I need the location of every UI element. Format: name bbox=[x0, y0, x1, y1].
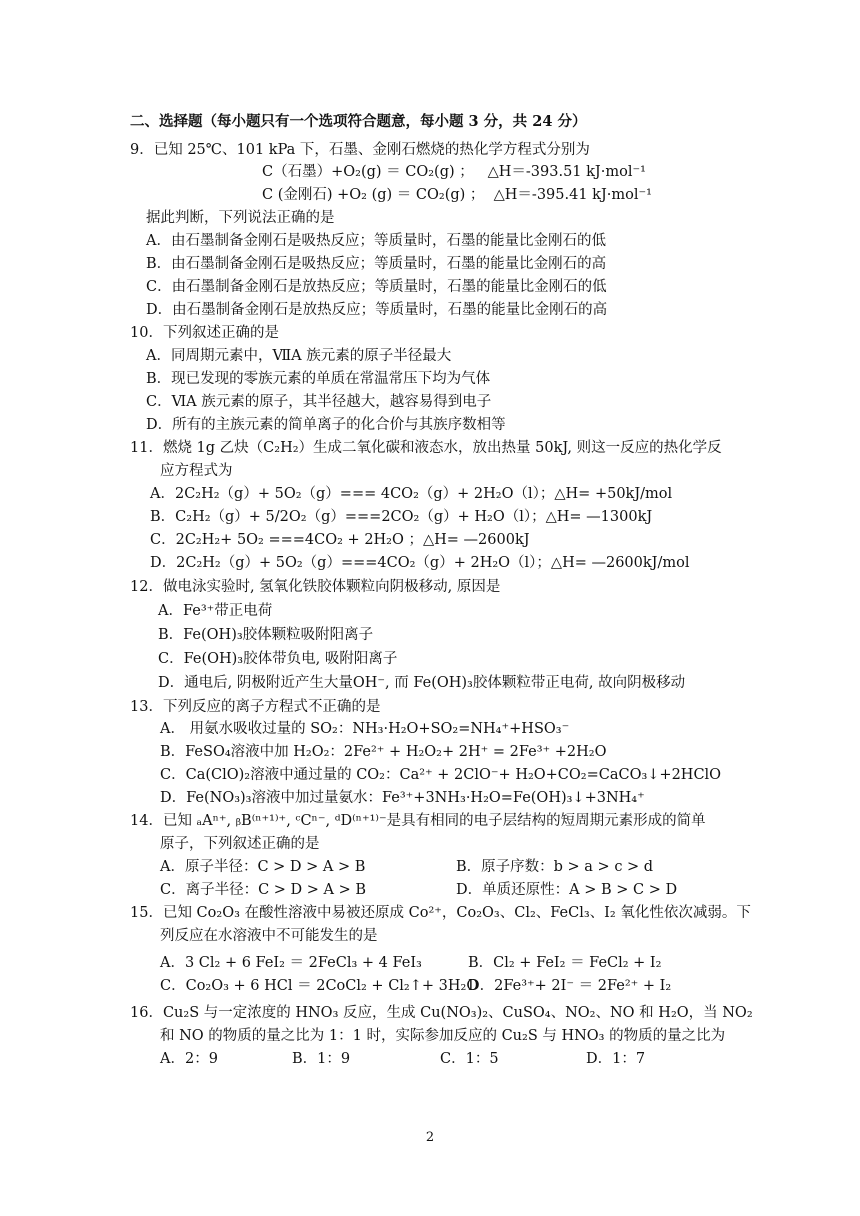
text-line: C．Co₂O₃ + 6 HCl ＝ 2CoCl₂ + Cl₂↑+ 3H₂O bbox=[160, 978, 479, 994]
text-line: A．2：9 bbox=[160, 1051, 218, 1067]
text-line: 11．燃烧 1g 乙炔（C₂H₂）生成二氧化碳和液态水，放出热量 50kJ, 则这一反应的热化学反 bbox=[130, 440, 722, 456]
text-line: B．Cl₂ + FeI₂ ＝ FeCl₂ + I₂ bbox=[468, 955, 662, 971]
text-line: B．原子序数：b > a > c > d bbox=[456, 859, 654, 875]
text-line: D．2C₂H₂（g）+ 5O₂（g）===4CO₂（g）+ 2H₂O（l）；△H= —2600kJ/mol bbox=[150, 555, 690, 571]
text-line: A．3 Cl₂ + 6 FeI₂ ＝ 2FeCl₃ + 4 FeI₃ bbox=[160, 955, 422, 971]
text-line: 列反应在水溶液中不可能发生的是 bbox=[160, 928, 378, 944]
text-line: C．由石墨制备金刚石是放热反应；等质量时，石墨的能量比金刚石的低 bbox=[146, 279, 607, 295]
text-line: 13．下列反应的离子方程式不正确的是 bbox=[130, 699, 381, 715]
text-line: C．2C₂H₂+ 5O₂ ===4CO₂ + 2H₂O ；△H= —2600kJ bbox=[150, 532, 530, 548]
text-line: D．单质还原性：A > B > C > D bbox=[456, 882, 678, 898]
page-number: 2 bbox=[425, 1130, 435, 1145]
text-line: C．1：5 bbox=[440, 1051, 499, 1067]
section-heading: 二、选择题（每小题只有一个选项符合题意，每小题 3 分，共 24 分） bbox=[130, 113, 587, 130]
text-line: B．由石墨制备金刚石是吸热反应；等质量时，石墨的能量比金刚石的高 bbox=[146, 256, 607, 272]
text-line: B．C₂H₂（g）+ 5/2O₂（g）===2CO₂（g）+ H₂O（l）；△H= —1300kJ bbox=[150, 509, 653, 525]
text-line: D．Fe(NO₃)₃溶液中加过量氨水：Fe³⁺+3NH₃·H₂O=Fe(OH)₃↓+3NH₄⁺ bbox=[160, 790, 645, 806]
text-line: A．Fe³⁺带正电荷 bbox=[158, 603, 273, 619]
text-line: B．FeSO₄溶液中加 H₂O₂：2Fe²⁺ + H₂O₂+ 2H⁺ = 2Fe³⁺ +2H₂O bbox=[160, 744, 607, 760]
text-line: 和 NO 的物质的量之比为 1：1 时，实际参加反应的 Cu₂S 与 HNO₃ 的物质的量之比为 bbox=[160, 1028, 726, 1044]
text-line: 15．已知 Co₂O₃ 在酸性溶液中易被还原成 Co²⁺，Co₂O₃、Cl₂、FeCl₃、I₂ 氧化性依次减弱。下 bbox=[130, 905, 751, 921]
text-line: C．ⅥA 族元素的原子，其半径越大，越容易得到电子 bbox=[146, 394, 492, 410]
text-line: C．Fe(OH)₃胶体带负电, 吸附阳离子 bbox=[158, 651, 398, 667]
text-line: C (金刚石) +O₂ (g) ＝ CO₂(g) ； △H＝-395.41 kJ·mol⁻¹ bbox=[262, 187, 652, 203]
text-line: C．Ca(ClO)₂溶液中通过量的 CO₂：Ca²⁺ + 2ClO⁻+ H₂O+CO₂=CaCO₃↓+2HClO bbox=[160, 767, 722, 783]
text-line: B．现已发现的零族元素的单质在常温常压下均为气体 bbox=[146, 371, 491, 387]
text-line: A．原子半径：C > D > A > B bbox=[160, 859, 366, 875]
text-line: B．Fe(OH)₃胶体颗粒吸附阳离子 bbox=[158, 627, 374, 643]
text-line: 9．已知 25℃、101 kPa 下，石墨、金刚石燃烧的热化学方程式分别为 bbox=[130, 142, 590, 158]
text-line: D．所有的主族元素的简单离子的化合价与其族序数相等 bbox=[146, 417, 506, 433]
text-line: 据此判断，下列说法正确的是 bbox=[146, 210, 335, 226]
text-line: 14．已知 ₐAⁿ⁺, ᵦB⁽ⁿ⁺¹⁾⁺, ᶜCⁿ⁻, ᵈD⁽ⁿ⁺¹⁾⁻是具有相同的电子层结构的短周期元素形成的简单 bbox=[130, 813, 706, 829]
text-line: B．1：9 bbox=[292, 1051, 351, 1067]
text-line: C（石墨）+O₂(g) ＝ CO₂(g) ； △H＝-393.51 kJ·mol⁻¹ bbox=[262, 164, 646, 180]
text-line: D．通电后, 阴极附近产生大量OH⁻, 而 Fe(OH)₃胶体颗粒带正电荷, 故向阴极移动 bbox=[158, 675, 686, 691]
text-line: 12．做电泳实验时, 氢氧化铁胶体颗粒向阴极移动, 原因是 bbox=[130, 579, 501, 595]
text-line: 应方程式为 bbox=[160, 463, 233, 479]
text-line: D．1：7 bbox=[586, 1051, 646, 1067]
text-line: A．2C₂H₂（g）+ 5O₂（g）=== 4CO₂（g）+ 2H₂O（l）；△H= +50kJ/mol bbox=[150, 486, 673, 502]
text-line: 原子，下列叙述正确的是 bbox=[160, 836, 320, 852]
text-line: D．2Fe³⁺+ 2I⁻ ＝ 2Fe²⁺ + I₂ bbox=[468, 978, 672, 994]
text-line: D．由石墨制备金刚石是放热反应；等质量时，石墨的能量比金刚石的高 bbox=[146, 302, 608, 318]
text-line: A． 用氨水吸收过量的 SO₂：NH₃·H₂O+SO₂=NH₄⁺+HSO₃⁻ bbox=[160, 721, 570, 737]
text-line: C．离子半径：C > D > A > B bbox=[160, 882, 367, 898]
text-line: 10．下列叙述正确的是 bbox=[130, 325, 279, 341]
text-line: A．同周期元素中，ⅦA 族元素的原子半径最大 bbox=[146, 348, 452, 364]
text-line: 16．Cu₂S 与一定浓度的 HNO₃ 反应，生成 Cu(NO₃)₂、CuSO₄、NO₂、NO 和 H₂O，当 NO₂ bbox=[130, 1005, 753, 1021]
text-line: A．由石墨制备金刚石是吸热反应；等质量时，石墨的能量比金刚石的低 bbox=[146, 233, 606, 249]
